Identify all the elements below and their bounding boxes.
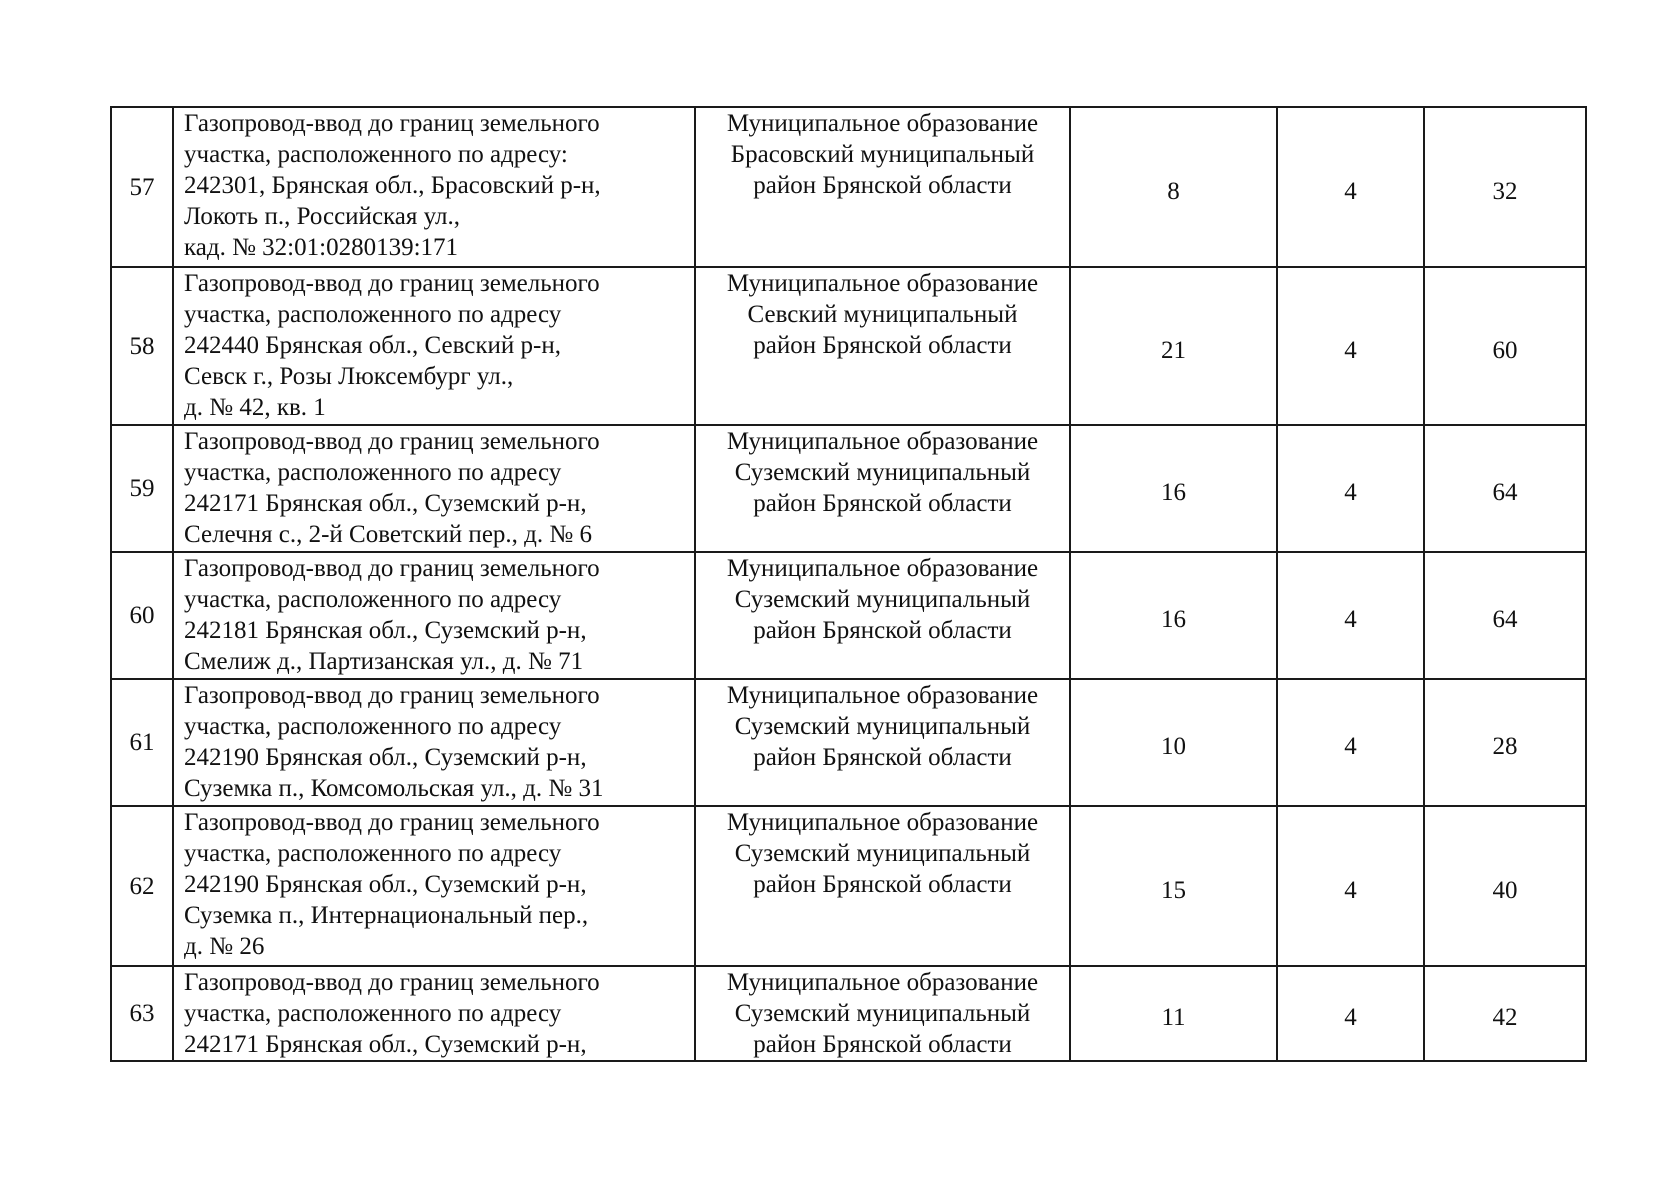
value-2-text: 4 (1344, 177, 1357, 205)
row-number: 57 (111, 107, 173, 267)
value-1 (1070, 107, 1277, 267)
value-1 (1070, 425, 1277, 552)
table-row (111, 107, 1586, 267)
row-number: 59 (111, 425, 173, 552)
value-3 (1424, 966, 1586, 1061)
table-row (111, 267, 1586, 425)
value-2-text: 4 (1344, 336, 1357, 364)
value-2-text: 4 (1344, 1004, 1357, 1031)
value-3-text: 28 (1492, 733, 1518, 760)
value-1-text: 21 (1161, 336, 1186, 364)
value-1-text: 16 (1161, 479, 1186, 506)
value-2 (1277, 966, 1424, 1061)
value-2 (1277, 107, 1424, 267)
value-2 (1277, 806, 1424, 966)
owner-name: Муниципальное образование Суземский муниципальный район Брянской области (695, 806, 1070, 966)
value-3 (1424, 267, 1586, 425)
object-name: Газопровод-ввод до границ земельного участка, расположенного по адресу 242181 Брянская обл., Суземский р-н, Смелиж д., Партизанская ул., д. № 71 (173, 552, 695, 679)
table-row (111, 679, 1586, 806)
row-number: 60 (111, 552, 173, 679)
value-1-text: 11 (1161, 1004, 1186, 1031)
value-3 (1424, 679, 1586, 806)
row-number: 63 (111, 966, 173, 1061)
value-2-text: 4 (1344, 733, 1357, 760)
value-1-text: 8 (1167, 177, 1180, 205)
value-1-text: 10 (1161, 733, 1186, 760)
value-1-text: 16 (1161, 606, 1186, 633)
gas-pipeline-table (110, 106, 1587, 1062)
owner-name: Муниципальное образование Севский муниципальный район Брянской области (695, 267, 1070, 425)
object-name: Газопровод-ввод до границ земельного участка, расположенного по адресу: 242301, Брянская обл., Брасовский р-н, Локоть п., Российская ул., кад. № 32:01:0280139:171 (173, 107, 695, 267)
value-2-text: 4 (1344, 479, 1357, 506)
object-name: Газопровод-ввод до границ земельного участка, расположенного по адресу 242190 Брянская обл., Суземский р-н, Суземка п., Комсомольская ул., д. № 31 (173, 679, 695, 806)
table-row (111, 552, 1586, 679)
table-row (111, 425, 1586, 552)
row-number: 58 (111, 267, 173, 425)
owner-name: Муниципальное образование Суземский муниципальный район Брянской области (695, 966, 1070, 1061)
value-1-text: 15 (1161, 876, 1186, 904)
value-2-text: 4 (1344, 606, 1357, 633)
object-name: Газопровод-ввод до границ земельного участка, расположенного по адресу 242190 Брянская обл., Суземский р-н, Суземка п., Интернациональный пер., д. № 26 (173, 806, 695, 966)
object-name: Газопровод-ввод до границ земельного участка, расположенного по адресу 242171 Брянская обл., Суземский р-н, Селечня с., 2-й Советский пер., д. № 6 (173, 425, 695, 552)
table-row (111, 806, 1586, 966)
object-name: Газопровод-ввод до границ земельного участка, расположенного по адресу 242440 Брянская обл., Севский р-н, Севск г., Розы Люксембург ул., д. № 42, кв. 1 (173, 267, 695, 425)
value-3-text: 60 (1492, 336, 1518, 364)
value-1 (1070, 966, 1277, 1061)
value-1 (1070, 679, 1277, 806)
row-number: 61 (111, 679, 173, 806)
owner-name: Муниципальное образование Брасовский муниципальный район Брянской области (695, 107, 1070, 267)
value-1 (1070, 806, 1277, 966)
value-2 (1277, 679, 1424, 806)
value-3 (1424, 425, 1586, 552)
value-1 (1070, 552, 1277, 679)
table-row (111, 966, 1586, 1061)
owner-name: Муниципальное образование Суземский муниципальный район Брянской области (695, 679, 1070, 806)
value-3 (1424, 107, 1586, 267)
value-3 (1424, 806, 1586, 966)
value-2 (1277, 552, 1424, 679)
owner-name: Муниципальное образование Суземский муниципальный район Брянской области (695, 425, 1070, 552)
value-3 (1424, 552, 1586, 679)
value-3-text: 42 (1492, 1004, 1518, 1031)
value-3-text: 64 (1492, 479, 1518, 506)
object-name: Газопровод-ввод до границ земельного участка, расположенного по адресу 242171 Брянская обл., Суземский р-н, (173, 966, 695, 1061)
owner-name: Муниципальное образование Суземский муниципальный район Брянской области (695, 552, 1070, 679)
value-2 (1277, 425, 1424, 552)
row-number: 62 (111, 806, 173, 966)
value-2 (1277, 267, 1424, 425)
value-3-text: 64 (1492, 606, 1518, 633)
value-3-text: 32 (1492, 177, 1518, 205)
value-1 (1070, 267, 1277, 425)
value-2-text: 4 (1344, 876, 1357, 904)
value-3-text: 40 (1492, 876, 1518, 904)
